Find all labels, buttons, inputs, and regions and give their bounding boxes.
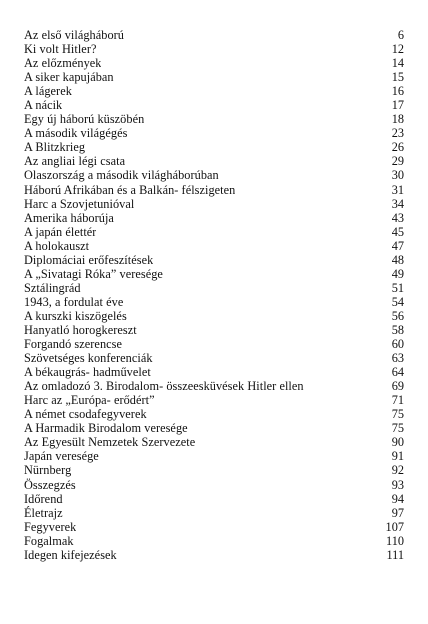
toc-entry-page-number: 90 xyxy=(391,435,404,450)
toc-entry xyxy=(24,70,404,84)
toc-entry-page-number: 111 xyxy=(386,547,404,562)
toc-entry-title: Hanyatló horogkereszt xyxy=(24,322,137,337)
toc-entry xyxy=(24,197,404,211)
toc-entry-title: A békaugrás- hadművelet xyxy=(24,365,151,380)
toc-entry-title: 1943, a fordulat éve xyxy=(24,294,124,309)
toc-entry xyxy=(24,42,404,56)
toc-entry-page-number: 17 xyxy=(391,98,404,113)
toc-entry-title: A siker kapujában xyxy=(24,70,114,85)
table-of-contents xyxy=(24,28,404,562)
toc-entry-title: Egy új háború küszöbén xyxy=(24,112,145,127)
toc-entry xyxy=(24,421,404,435)
toc-entry-title: Időrend xyxy=(24,491,63,506)
toc-entry xyxy=(24,463,404,477)
toc-entry-title: Háború Afrikában és a Balkán- félszigeten xyxy=(24,182,236,197)
toc-entry-title: Fegyverek xyxy=(24,519,77,534)
toc-entry-title: Amerika háborúja xyxy=(24,210,114,225)
toc-entry-title: A Harmadik Birodalom veresége xyxy=(24,421,188,436)
toc-entry xyxy=(24,183,404,197)
toc-entry-page-number: 69 xyxy=(391,379,404,394)
toc-entry-page-number: 75 xyxy=(391,407,404,422)
toc-entry-page-number: 18 xyxy=(391,112,404,127)
toc-entry-page-number: 110 xyxy=(386,533,404,548)
toc-entry-title: Összegzés xyxy=(24,477,76,492)
toc-entry-page-number: 48 xyxy=(391,252,404,267)
toc-entry-page-number: 16 xyxy=(391,84,404,99)
toc-entry-page-number: 6 xyxy=(397,28,404,42)
toc-entry-title: A német csodafegyverek xyxy=(24,407,147,422)
toc-entry-page-number: 23 xyxy=(391,126,404,141)
toc-entry-page-number: 91 xyxy=(391,449,404,464)
toc-entry-page-number: 60 xyxy=(391,337,404,352)
toc-entry-page-number: 45 xyxy=(391,224,404,239)
toc-entry xyxy=(24,323,404,337)
toc-entry-page-number: 30 xyxy=(391,168,404,183)
toc-entry xyxy=(24,225,404,239)
toc-entry-title: Diplomáciai erőfeszítések xyxy=(24,252,154,267)
toc-entry-title: Harc az „Európa- erődért” xyxy=(24,393,155,408)
toc-entry-page-number: 64 xyxy=(391,365,404,380)
toc-entry-page-number: 54 xyxy=(391,294,404,309)
toc-entry xyxy=(24,534,404,548)
toc-entry-page-number: 92 xyxy=(391,463,404,478)
toc-entry-page-number: 34 xyxy=(391,196,404,211)
toc-entry-page-number: 43 xyxy=(391,210,404,225)
toc-entry xyxy=(24,253,404,267)
toc-entry-page-number: 107 xyxy=(385,519,404,534)
toc-entry xyxy=(24,168,404,182)
toc-entry xyxy=(24,351,404,365)
toc-entry-page-number: 31 xyxy=(391,182,404,197)
toc-entry xyxy=(24,365,404,379)
toc-entry-page-number: 75 xyxy=(391,421,404,436)
toc-entry-page-number: 14 xyxy=(391,56,404,71)
toc-entry xyxy=(24,506,404,520)
toc-entry-title: A kurszki kiszögelés xyxy=(24,308,127,323)
toc-entry-title: Harc a Szovjetunióval xyxy=(24,196,135,211)
toc-entry-page-number: 93 xyxy=(391,477,404,492)
toc-entry-title: Sztálingrád xyxy=(24,280,81,295)
toc-entry xyxy=(24,281,404,295)
toc-entry xyxy=(24,126,404,140)
toc-entry xyxy=(24,548,404,562)
toc-entry xyxy=(24,239,404,253)
toc-entry-page-number: 63 xyxy=(391,351,404,366)
toc-entry xyxy=(24,56,404,70)
toc-entry xyxy=(24,140,404,154)
toc-entry xyxy=(24,98,404,112)
toc-entry xyxy=(24,435,404,449)
toc-entry-title: A lágerek xyxy=(24,84,72,99)
toc-entry xyxy=(24,295,404,309)
toc-entry xyxy=(24,407,404,421)
toc-entry-title: Nürnberg xyxy=(24,463,72,478)
toc-entry-page-number: 58 xyxy=(391,322,404,337)
toc-entry-title: A „Sivatagi Róka” veresége xyxy=(24,266,163,281)
toc-entry-page-number: 71 xyxy=(391,393,404,408)
toc-entry-page-number: 51 xyxy=(391,280,404,295)
toc-entry xyxy=(24,267,404,281)
toc-entry-title: A Blitzkrieg xyxy=(24,140,86,155)
toc-entry-title: Fogalmak xyxy=(24,533,74,548)
toc-entry-title: A nácik xyxy=(24,98,63,113)
toc-entry xyxy=(24,520,404,534)
toc-entry-title: Idegen kifejezések xyxy=(24,547,117,562)
toc-entry-page-number: 94 xyxy=(391,491,404,506)
toc-entry-title: A holokauszt xyxy=(24,238,90,253)
toc-entry-page-number: 29 xyxy=(391,154,404,169)
toc-entry-page-number: 56 xyxy=(391,308,404,323)
toc-entry xyxy=(24,309,404,323)
toc-entry xyxy=(24,478,404,492)
toc-entry-page-number: 49 xyxy=(391,266,404,281)
toc-entry xyxy=(24,393,404,407)
toc-entry-title: Az első világháború xyxy=(24,28,124,42)
toc-entry-title: Az omladozó 3. Birodalom- összeesküvések Hitler ellen xyxy=(24,379,304,394)
toc-entry-page-number: 97 xyxy=(391,505,404,520)
toc-entry-page-number: 47 xyxy=(391,238,404,253)
toc-entry xyxy=(24,84,404,98)
toc-entry xyxy=(24,379,404,393)
toc-entry-page-number: 26 xyxy=(391,140,404,155)
toc-entry-title: Olaszország a második világháborúban xyxy=(24,168,219,183)
toc-entry-title: Az Egyesült Nemzetek Szervezete xyxy=(24,435,196,450)
toc-entry-title: A második világégés xyxy=(24,126,128,141)
toc-entry-page-number: 15 xyxy=(391,70,404,85)
toc-entry xyxy=(24,337,404,351)
toc-entry-title: Japán veresége xyxy=(24,449,99,464)
toc-entry-title: Életrajz xyxy=(24,505,63,520)
toc-entry xyxy=(24,449,404,463)
toc-entry xyxy=(24,211,404,225)
toc-entry xyxy=(24,112,404,126)
toc-entry-title: Az angliai légi csata xyxy=(24,154,126,169)
toc-entry-title: Szövetséges konferenciák xyxy=(24,351,153,366)
toc-entry-title: Forgandó szerencse xyxy=(24,337,122,352)
toc-entry-title: Ki volt Hitler? xyxy=(24,42,97,57)
toc-entry xyxy=(24,154,404,168)
toc-entry xyxy=(24,492,404,506)
toc-entry-title: Az előzmények xyxy=(24,56,102,71)
toc-entry xyxy=(24,28,404,42)
toc-entry-page-number: 12 xyxy=(391,42,404,57)
toc-entry-title: A japán élettér xyxy=(24,224,97,239)
